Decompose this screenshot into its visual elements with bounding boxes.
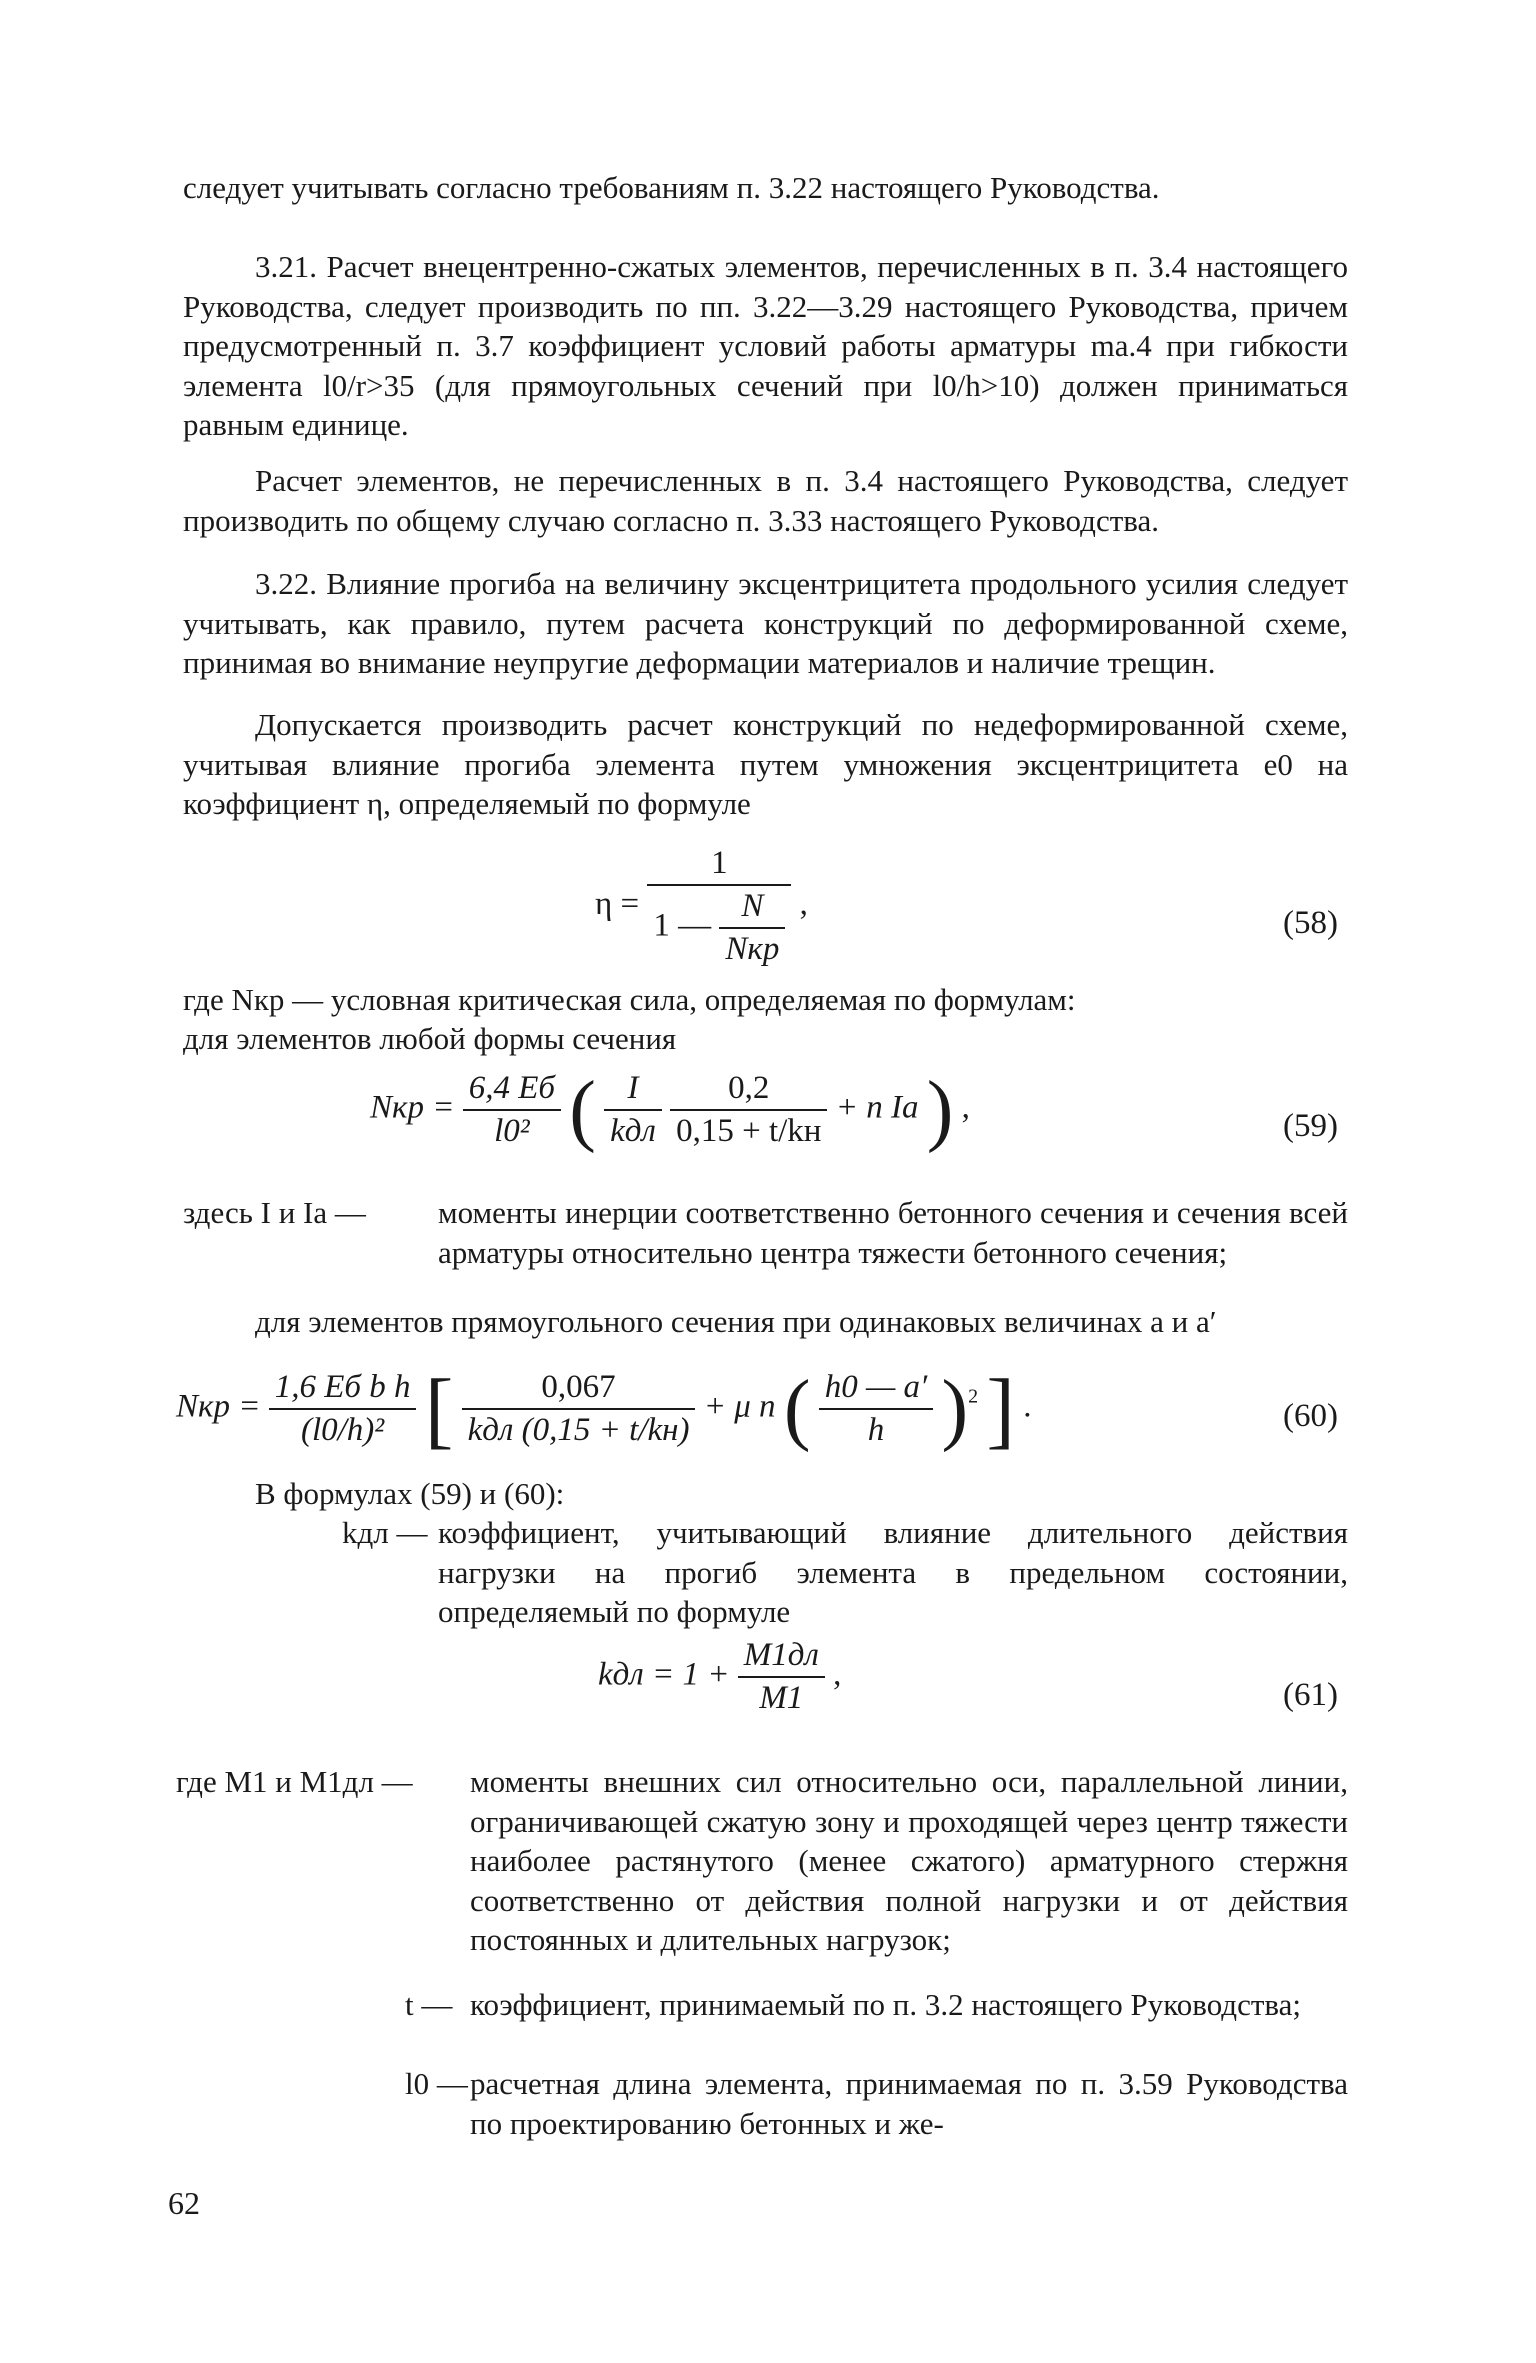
paragraph-continuation: следует учитывать согласно требованиям п. 3.22 настоящего Руководства. xyxy=(183,170,1160,205)
right-paren: ) xyxy=(926,1066,954,1154)
paragraph-text: Расчет внецентренно-сжатых элементов, перечисленных в п. 3.4 настоящего Руководства, следует производить по пп. 3.22—3.29 настоящего Руководства, причем предусмотренный п. 3.7 коэффициент условий работы арматуры mа.4 при гибкости элемента l0/r>35 (для прямоугольных сечений при l0/h>10) должен приниматься равным единице. xyxy=(183,249,1349,442)
numerator: 1 xyxy=(711,845,728,881)
term2-fraction xyxy=(670,1070,827,1150)
term1-fraction xyxy=(462,1369,696,1449)
formula-lhs: Nкр = xyxy=(370,1089,455,1126)
formula-lhs: Nкр = xyxy=(176,1388,261,1425)
inner-fraction xyxy=(719,888,785,968)
definition-lead-M1: где M1 и M1дл — xyxy=(176,1764,413,1799)
formula-number-58: (58) xyxy=(1283,905,1338,941)
formula-lhs: kдл = 1 + xyxy=(598,1656,730,1693)
formula-trail: , xyxy=(799,886,808,923)
numerator: 1,6 Eб b h xyxy=(274,1369,411,1405)
paragraph-3-21 xyxy=(183,247,1348,445)
denominator: h xyxy=(819,1408,934,1449)
fraction xyxy=(738,1637,825,1717)
formula-lhs: η = xyxy=(595,886,640,923)
definition-M1: моменты внешних сил относительно оси, параллельной линии, ограничивающей сжатую зону и проходящей через центр тяжести наиболее растянутого (менее сжатого) арматурного стержня соответственно от действия полной нагрузки и от действия постоянных и длительных нагрузок; xyxy=(470,1764,1348,1957)
formula-number-59: (59) xyxy=(1283,1108,1338,1144)
numerator: h0 — a′ xyxy=(824,1369,928,1405)
denominator: kдл xyxy=(604,1109,662,1150)
paragraph-undeformed-scheme: Допускается производить расчет конструкций по недеформированной схеме, учитывая влияние прогиба элемента путем умножения эксцентрицитета e0 на коэффициент η, определяемый по формуле xyxy=(183,707,1348,821)
denominator: (l0/h)² xyxy=(269,1408,417,1449)
numerator: M1дл xyxy=(743,1637,819,1673)
left-paren: ( xyxy=(569,1066,596,1154)
definition-lead-l0: l0 — xyxy=(405,2066,468,2101)
section-number: 3.22. xyxy=(255,566,317,601)
term2-fraction xyxy=(819,1369,934,1449)
numerator: 6,4 Eб xyxy=(468,1070,555,1106)
denominator: 0,15 + t/kн xyxy=(670,1109,827,1150)
inner-denominator: Nкр xyxy=(719,927,785,968)
definition-t: коэффициент, принимаемый по п. 3.2 настоящего Руководства; xyxy=(470,1987,1301,2022)
left-paren: ( xyxy=(783,1365,811,1453)
inner-numerator: N xyxy=(741,888,764,924)
definition-lead-kdl: kдл — xyxy=(342,1515,428,1550)
formula-61 xyxy=(598,1637,841,1717)
right-bracket: ] xyxy=(986,1361,1016,1457)
numerator: I xyxy=(627,1070,639,1106)
denominator: l0² xyxy=(463,1109,561,1150)
definition-lead-t: t — xyxy=(405,1987,453,2022)
definition-I: моменты инерции соответственно бетонного сечения и сечения всей арматуры относительно центра тяжести бетонного сечения; xyxy=(438,1195,1348,1270)
formula-number-60: (60) xyxy=(1283,1398,1338,1434)
numerator: 0,2 xyxy=(728,1070,770,1106)
paragraph-critical-force: где Nкр — условная критическая сила, определяемая по формулам: xyxy=(183,982,1076,1017)
term1-fraction xyxy=(604,1070,662,1150)
formula-tail: + n Iа xyxy=(835,1089,919,1126)
numerator: 0,067 xyxy=(541,1369,616,1405)
exponent: 2 xyxy=(968,1385,979,1408)
formula-trail: , xyxy=(833,1656,842,1693)
denominator: kдл (0,15 + t/kн) xyxy=(462,1408,696,1449)
formula-59 xyxy=(370,1066,970,1154)
formula-58 xyxy=(595,845,808,968)
formula-trail: , xyxy=(961,1089,970,1126)
coefficient-fraction xyxy=(463,1070,561,1150)
right-paren: ) xyxy=(941,1365,969,1453)
paragraph-rectangular: для элементов прямоугольного сечения при одинаковых величинах a и a′ xyxy=(255,1304,1217,1339)
formula-trail: . xyxy=(1023,1388,1032,1425)
paragraph-text: Влияние прогиба на величину эксцентрицитета продольного усилия следует учитывать, как правило, путем расчета конструкций по деформированной схеме, принимая во внимание неупругие деформации материалов и наличие трещин. xyxy=(183,566,1349,680)
formula-mid: + μ n xyxy=(703,1388,776,1425)
coefficient-fraction xyxy=(269,1369,417,1449)
denominator xyxy=(647,884,791,968)
formula-60 xyxy=(176,1361,1032,1457)
paragraph-other-elements: Расчет элементов, не перечисленных в п. 3.4 настоящего Руководства, следует производить по общему случаю согласно п. 3.33 настоящего Руководства. xyxy=(183,463,1348,538)
definition-lead-I: здесь I и Iа — xyxy=(183,1195,366,1230)
denominator-prefix: 1 — xyxy=(653,907,712,944)
formula-number-61: (61) xyxy=(1283,1677,1338,1713)
definition-kdl: коэффициент, учитывающий влияние длительного действия нагрузки на прогиб элемента в предельном состоянии, определяемый по формуле xyxy=(438,1515,1348,1629)
paragraph-3-22 xyxy=(183,564,1348,683)
paragraph-formulas-59-60: В формулах (59) и (60): xyxy=(255,1476,565,1511)
definition-l0: расчетная длина элемента, принимаемая по п. 3.59 Руководства по проектированию бетонных и же- xyxy=(470,2066,1348,2141)
paragraph-any-section: для элементов любой формы сечения xyxy=(183,1021,677,1056)
denominator: M1 xyxy=(738,1676,825,1717)
fraction xyxy=(647,845,791,968)
page-number: 62 xyxy=(168,2185,200,2221)
left-bracket: [ xyxy=(424,1361,454,1457)
section-number: 3.21. xyxy=(255,249,317,284)
